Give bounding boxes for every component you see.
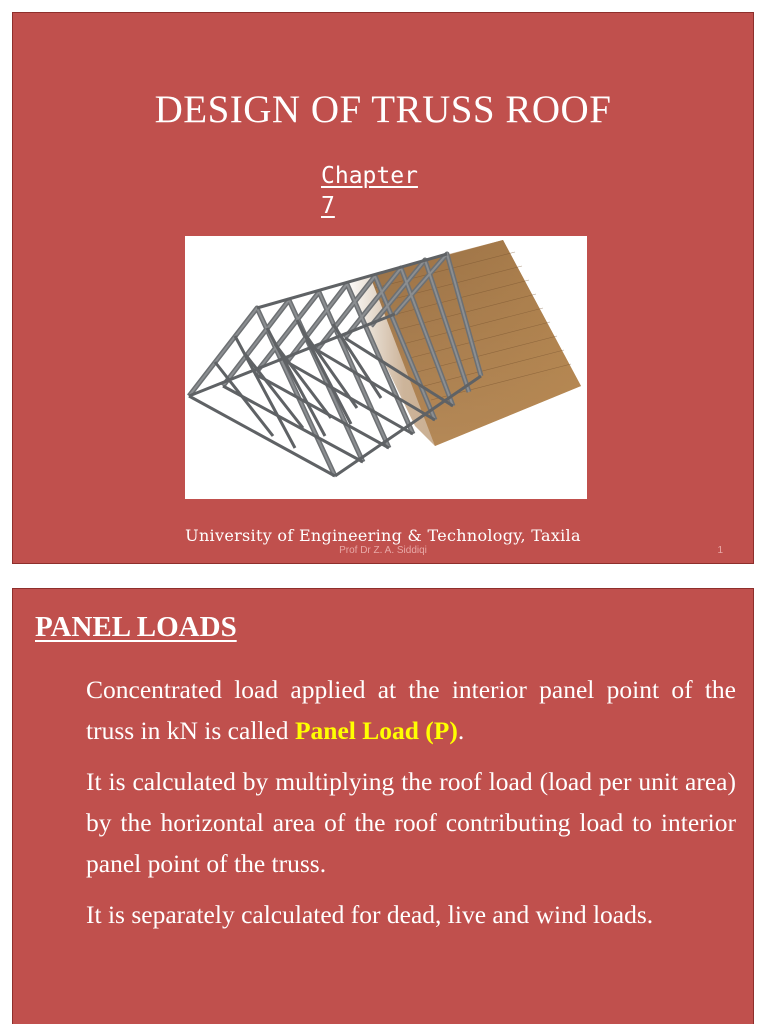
- page-number: 1: [717, 545, 723, 556]
- panel-loads-slide: [12, 588, 754, 1024]
- steel-truss-roof-icon: [185, 236, 587, 499]
- chapter-label-number: 7: [321, 193, 335, 219]
- panel-load-term: Panel Load (P): [294, 716, 458, 745]
- title-slide: [12, 12, 754, 564]
- paragraph-definition-text: Concentrated load applied at the interior panel point of the truss in kN is called: [86, 675, 736, 745]
- paragraph-definition: [86, 669, 736, 751]
- slide-title: DESIGN OF TRUSS ROOF: [154, 88, 612, 131]
- paragraph-definition-end: .: [457, 716, 465, 745]
- chapter-label-word: Chapter: [321, 163, 418, 189]
- paragraph-load-types: It is separately calculated for dead, live and wind loads.: [86, 900, 654, 929]
- section-heading: PANEL LOADS: [35, 611, 237, 643]
- footer-author: Prof Dr Z. A. Siddiqi: [339, 545, 427, 556]
- slide-body: [86, 669, 736, 945]
- university-name: University of Engineering & Technology, Taxila: [185, 526, 581, 545]
- paragraph-calculation: It is calculated by multiplying the roof load (load per unit area) by the horizontal area of the roof contributing load to interior panel point of the truss.: [86, 767, 736, 878]
- chapter-label: [321, 161, 441, 221]
- truss-roof-image: [185, 236, 587, 499]
